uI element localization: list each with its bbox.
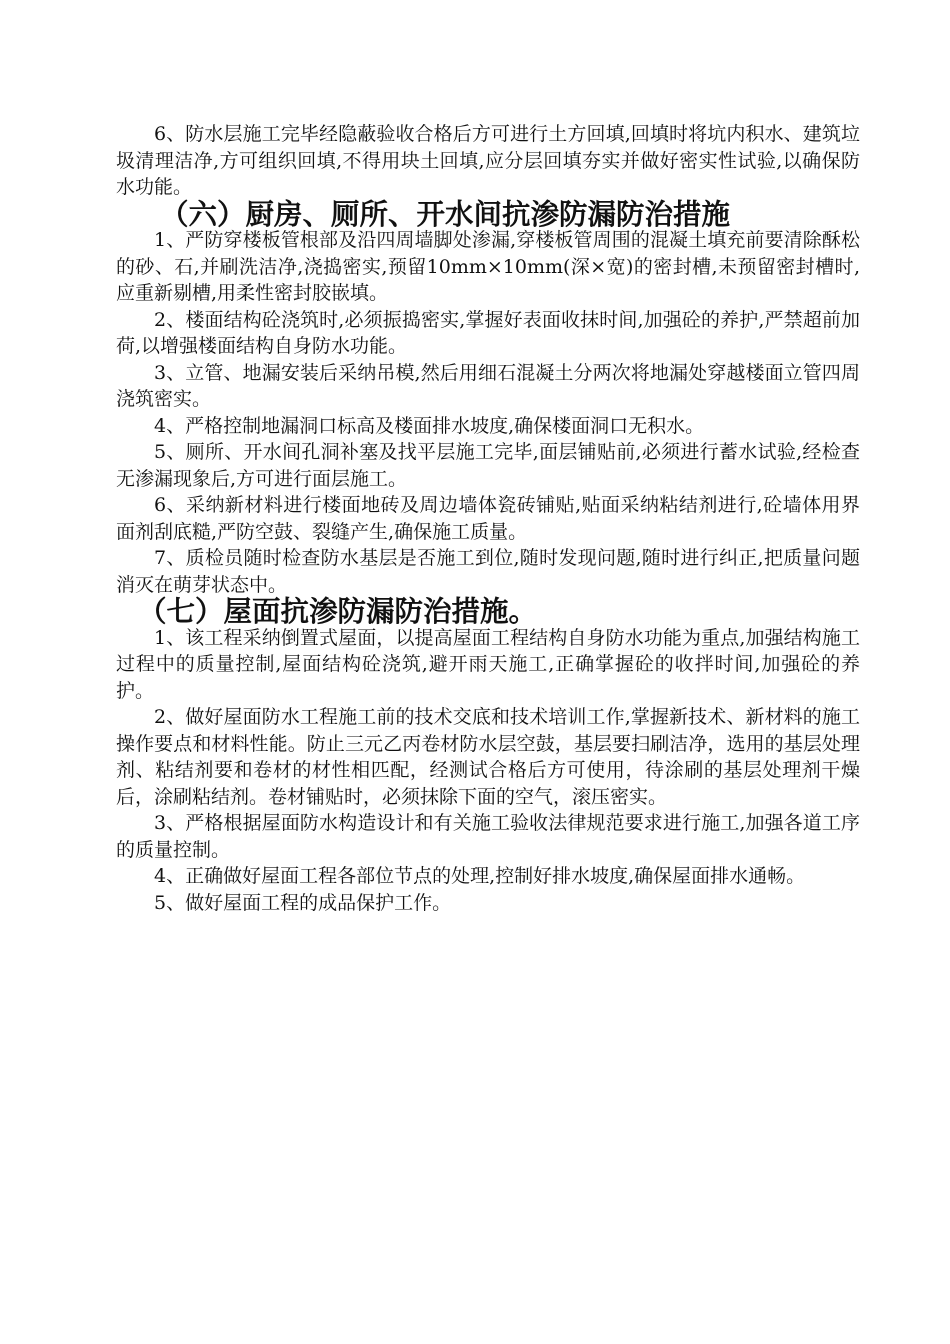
section-heading-roof: （七）屋面抗渗防漏防治措施。	[138, 594, 538, 628]
para-kitchen-2: 2、楼面结构砼浇筑时,必须振捣密实,掌握好表面收抹时间,加强砼的养护,严禁超前加荷,以增强楼面结构自身防水功能。	[116, 308, 860, 357]
para-kitchen-5: 5、厕所、开水间孔洞补塞及找平层施工完毕,面层铺贴前,必须进行蓄水试验,经检查无渗漏现象后,方可进行面层施工。	[116, 441, 860, 490]
document-body	[116, 121, 860, 916]
para-kitchen-4: 4、严格控制地漏洞口标高及楼面排水坡度,确保楼面洞口无积水。	[154, 414, 705, 437]
para-kitchen-1: 1、严防穿楼板管根部及沿四周墙脚处渗漏,穿楼板管周围的混凝土填充前要清除酥松的砂、石,并刷洗洁净,浇捣密实,预留10mm×10mm(深×宽)的密封槽,未预留密封槽时,应重新剔槽,用柔性密封胶嵌填。	[116, 229, 860, 304]
para-kitchen-3: 3、立管、地漏安装后采纳吊模,然后用细石混凝土分两次将地漏处穿越楼面立管四周浇筑密实。	[116, 361, 860, 410]
para-roof-3: 3、严格根据屋面防水构造设计和有关施工验收法律规范要求进行施工,加强各道工序的质量控制。	[116, 812, 860, 861]
para-backfill-6: 6、防水层施工完毕经隐蔽验收合格后方可进行土方回填,回填时将坑内积水、建筑垃圾清理洁净,方可组织回填,不得用块土回填,应分层回填夯实并做好密实性试验,以确保防水功能。	[116, 123, 860, 198]
para-roof-4: 4、正确做好屋面工程各部位节点的处理,控制好排水坡度,确保屋面排水通畅。	[154, 865, 806, 887]
para-roof-5: 5、做好屋面工程的成品保护工作。	[154, 891, 452, 914]
para-roof-2: 2、做好屋面防水工程施工前的技术交底和技术培训工作,掌握新技术、新材料的施工操作要点和材料性能。防止三元乙丙卷材防水层空鼓，基层要扫刷洁净，选用的基层处理剂、粘结剂要和卷材的材性相匹配，经测试合格后方可使用，待涂刷的基层处理剂干燥后，涂刷粘结剂。卷材铺贴时，必须抹除下面的空气，滚压密实。	[116, 706, 860, 808]
para-kitchen-7: 7、质检员随时检查防水基层是否施工到位,随时发现问题,随时进行纠正,把质量问题消灭在萌芽状态中。	[116, 547, 860, 596]
para-kitchen-6: 6、采纳新材料进行楼面地砖及周边墙体瓷砖铺贴,贴面采纳粘结剂进行,砼墙体用界面剂刮底糙,严防空鼓、裂缝产生,确保施工质量。	[116, 494, 860, 543]
para-roof-1: 1、该工程采纳倒置式屋面，以提高屋面工程结构自身防水功能为重点,加强结构施工过程中的质量控制,屋面结构砼浇筑,避开雨天施工,正确掌握砼的收拌时间,加强砼的养护。	[116, 626, 860, 702]
section-heading-kitchen: （六）厨房、厕所、开水间抗渗防漏防治措施	[160, 196, 731, 231]
